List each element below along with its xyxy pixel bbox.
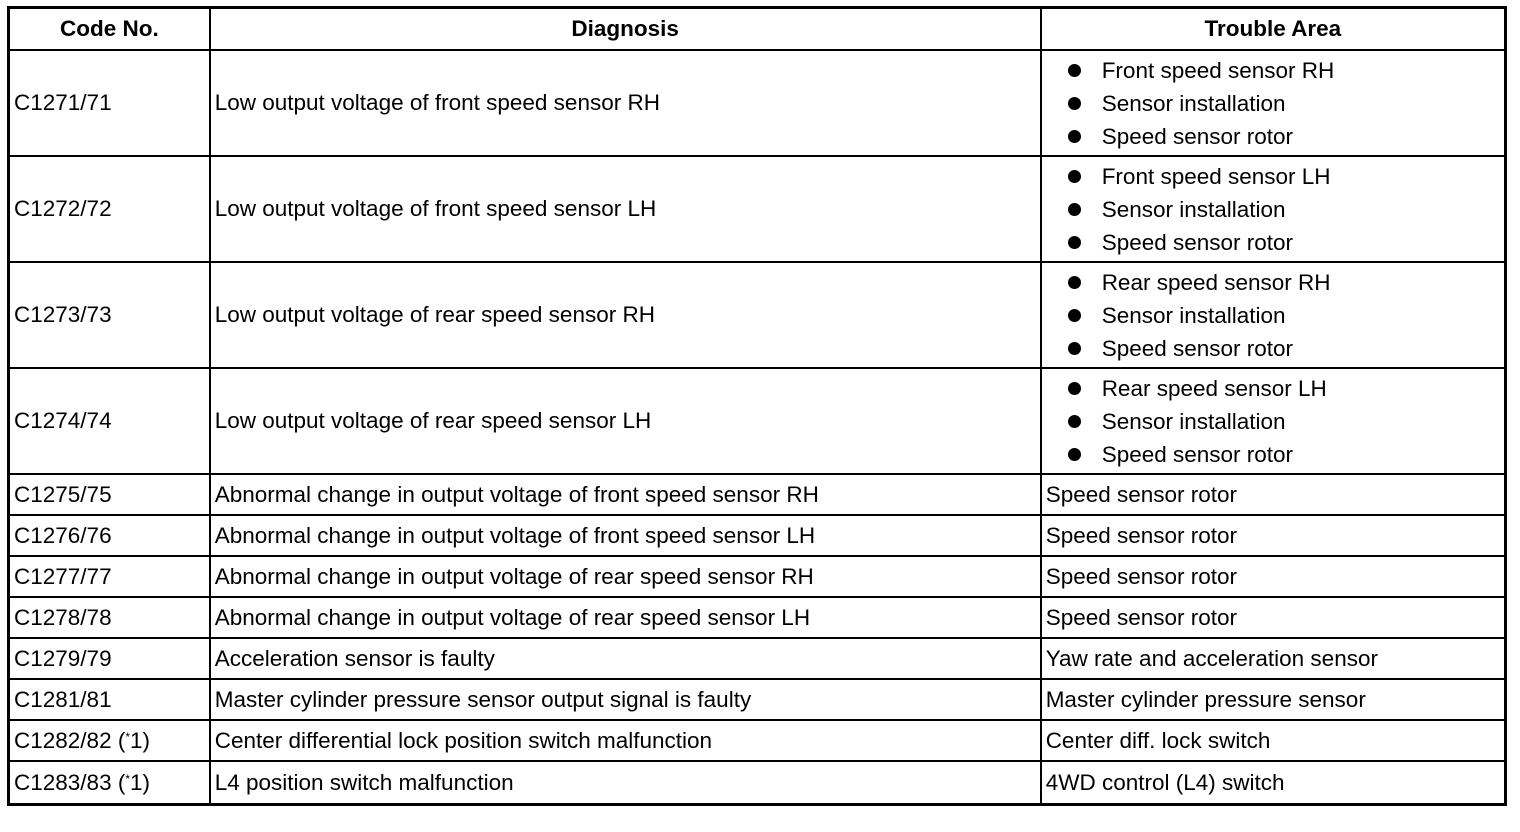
trouble-area-list <box>1046 372 1504 471</box>
code-cell: C1276/76 <box>9 515 210 556</box>
diagnosis-cell: Acceleration sensor is faulty <box>210 638 1041 679</box>
trouble-area-item: Rear speed sensor RH <box>1101 269 1331 295</box>
bullet-icon <box>1068 130 1081 143</box>
list-item <box>1064 405 1504 438</box>
bullet-icon <box>1068 170 1081 183</box>
diagnosis-cell: Abnormal change in output voltage of rear speed sensor RH <box>210 556 1041 597</box>
trouble-area-item: Speed sensor rotor <box>1101 441 1294 467</box>
list-item <box>1064 120 1504 153</box>
trouble-area-list <box>1046 266 1504 365</box>
trouble-area-item: Sensor installation <box>1101 408 1286 434</box>
trouble-area-item: Front speed sensor RH <box>1101 57 1335 83</box>
header-code: Code No. <box>9 8 210 51</box>
trouble-area-item: Speed sensor rotor <box>1101 335 1294 361</box>
diagnosis-cell: Abnormal change in output voltage of rear speed sensor LH <box>210 597 1041 638</box>
trouble-area-item: Speed sensor rotor <box>1101 229 1294 255</box>
table-row <box>9 368 1506 474</box>
code-cell: C1278/78 <box>9 597 210 638</box>
list-item <box>1064 160 1504 193</box>
code-cell: C1281/81 <box>9 679 210 720</box>
list-item <box>1064 438 1504 471</box>
diagnosis-cell: Low output voltage of rear speed sensor RH <box>210 262 1041 368</box>
bullet-icon <box>1068 276 1081 289</box>
bullet-icon <box>1068 64 1081 77</box>
code-text: C1282/82 <box>14 727 112 753</box>
list-item <box>1064 54 1504 87</box>
code-cell: C1282/82 (*1) <box>9 720 210 761</box>
diagnosis-cell: Abnormal change in output voltage of front speed sensor LH <box>210 515 1041 556</box>
list-item <box>1064 372 1504 405</box>
bullet-icon <box>1068 203 1081 216</box>
trouble-area-cell: Speed sensor rotor <box>1041 474 1506 515</box>
code-cell: C1283/83 (*1) <box>9 761 210 805</box>
trouble-area-item: Sensor installation <box>1101 196 1286 222</box>
trouble-area-cell <box>1041 156 1506 262</box>
header-row <box>9 8 1506 51</box>
bullet-icon <box>1068 236 1081 249</box>
trouble-area-item: Speed sensor rotor <box>1101 123 1294 149</box>
diagnosis-cell: L4 position switch malfunction <box>210 761 1041 805</box>
list-item <box>1064 299 1504 332</box>
code-cell: C1272/72 <box>9 156 210 262</box>
trouble-area-list <box>1046 160 1504 259</box>
table-row <box>9 474 1506 515</box>
table-row <box>9 515 1506 556</box>
footnote-number: 1 <box>130 727 143 753</box>
code-cell: C1277/77 <box>9 556 210 597</box>
table-row <box>9 597 1506 638</box>
trouble-area-item: Front speed sensor LH <box>1101 163 1331 189</box>
trouble-area-cell: Speed sensor rotor <box>1041 556 1506 597</box>
trouble-area-cell: Yaw rate and acceleration sensor <box>1041 638 1506 679</box>
bullet-icon <box>1068 342 1081 355</box>
trouble-area-cell: Speed sensor rotor <box>1041 597 1506 638</box>
code-cell: C1275/75 <box>9 474 210 515</box>
bullet-icon <box>1068 97 1081 110</box>
table-row <box>9 638 1506 679</box>
footnote-mark: * <box>125 729 131 744</box>
table-row <box>9 156 1506 262</box>
code-cell: C1274/74 <box>9 368 210 474</box>
trouble-area-cell: 4WD control (L4) switch <box>1041 761 1506 805</box>
trouble-area-item: Sensor installation <box>1101 90 1286 116</box>
bullet-icon <box>1068 382 1081 395</box>
code-text: C1283/83 <box>14 769 112 795</box>
footnote-mark: * <box>125 771 131 786</box>
header-trouble-area: Trouble Area <box>1041 8 1506 51</box>
table-row <box>9 50 1506 156</box>
bullet-icon <box>1068 309 1081 322</box>
header-diagnosis: Diagnosis <box>210 8 1041 51</box>
list-item <box>1064 332 1504 365</box>
table-row <box>9 262 1506 368</box>
diagnosis-cell: Low output voltage of front speed sensor LH <box>210 156 1041 262</box>
code-cell: C1273/73 <box>9 262 210 368</box>
bullet-icon <box>1068 415 1081 428</box>
code-cell: C1279/79 <box>9 638 210 679</box>
table-row <box>9 556 1506 597</box>
diagnosis-cell: Center differential lock position switch malfunction <box>210 720 1041 761</box>
trouble-area-cell <box>1041 368 1506 474</box>
diagnosis-cell: Low output voltage of front speed sensor RH <box>210 50 1041 156</box>
trouble-area-cell: Center diff. lock switch <box>1041 720 1506 761</box>
list-item <box>1064 266 1504 299</box>
trouble-area-item: Rear speed sensor LH <box>1101 375 1327 401</box>
table-row <box>9 761 1506 805</box>
list-item <box>1064 193 1504 226</box>
diagnosis-cell: Master cylinder pressure sensor output signal is faulty <box>210 679 1041 720</box>
diagnosis-cell: Abnormal change in output voltage of front speed sensor RH <box>210 474 1041 515</box>
list-item <box>1064 87 1504 120</box>
trouble-area-item: Sensor installation <box>1101 302 1286 328</box>
list-item <box>1064 226 1504 259</box>
trouble-area-cell <box>1041 50 1506 156</box>
diagnostic-code-table <box>7 6 1507 806</box>
trouble-area-list <box>1046 54 1504 153</box>
trouble-area-cell: Speed sensor rotor <box>1041 515 1506 556</box>
table-row <box>9 720 1506 761</box>
code-cell: C1271/71 <box>9 50 210 156</box>
trouble-area-cell <box>1041 262 1506 368</box>
table-row <box>9 679 1506 720</box>
bullet-icon <box>1068 448 1081 461</box>
footnote-number: 1 <box>130 769 143 795</box>
diagnosis-cell: Low output voltage of rear speed sensor LH <box>210 368 1041 474</box>
trouble-area-cell: Master cylinder pressure sensor <box>1041 679 1506 720</box>
